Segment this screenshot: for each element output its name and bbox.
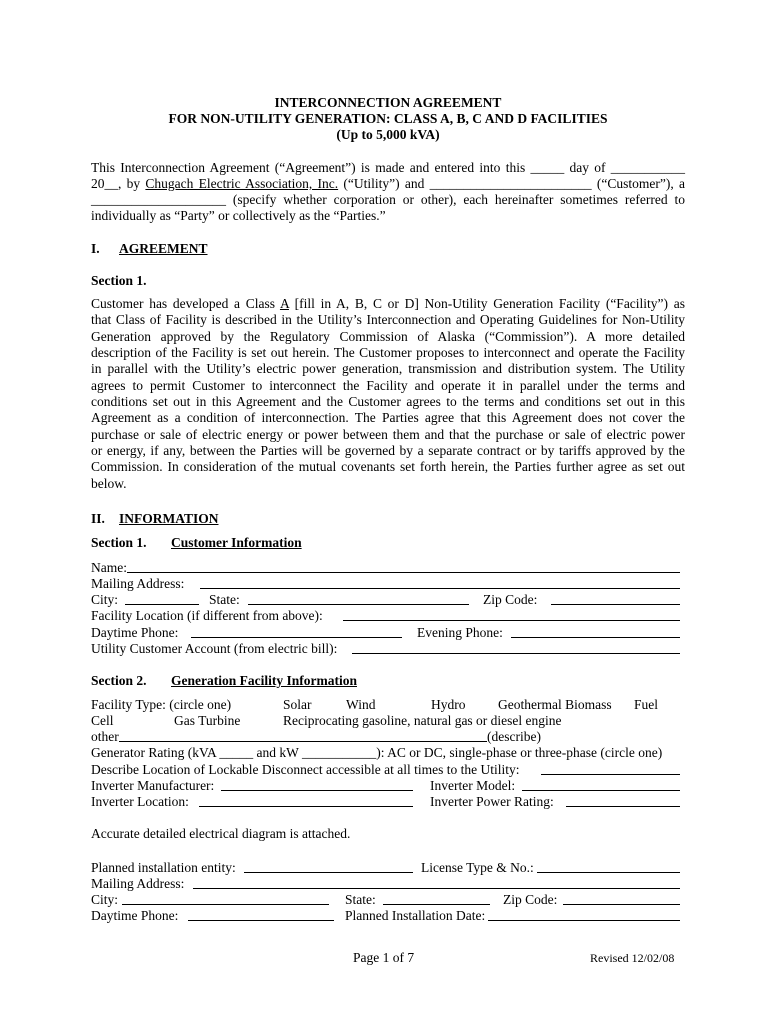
inverter-manufacturer-field[interactable]	[221, 790, 413, 791]
cust-city-field[interactable]	[125, 604, 199, 605]
section-ii-number: II.	[91, 511, 105, 526]
para1-line-3: Generation approved by the Regulatory Commission of Alaska (“Commission”). A more detailed	[91, 329, 685, 344]
para1-line-12: below.	[91, 476, 127, 491]
page-number: Page 1 of 7	[353, 950, 415, 965]
install-zip-label: Zip Code:	[503, 892, 558, 907]
intro-line-4: individually as “Party” or collectively as the “Parties.”	[91, 208, 386, 223]
describe-label: (describe)	[487, 729, 541, 744]
gen-section-label: Section 2.	[91, 673, 147, 688]
inverter-manufacturer-label: Inverter Manufacturer:	[91, 778, 215, 793]
install-state-field[interactable]	[383, 904, 490, 905]
install-city-field[interactable]	[122, 904, 329, 905]
option-cell[interactable]: Cell	[91, 713, 114, 728]
section-i-number: I.	[91, 241, 100, 256]
intro-line-1: This Interconnection Agreement (“Agreement”) is made and entered into this _____ day of ___________	[91, 160, 685, 175]
revision-date: Revised 12/02/08	[590, 951, 675, 965]
facility-class: A	[279, 296, 289, 311]
inverter-location-field[interactable]	[199, 806, 413, 807]
inverter-model-field[interactable]	[522, 790, 680, 791]
inverter-location-label: Inverter Location:	[91, 794, 189, 809]
cust-state-field[interactable]	[248, 604, 469, 605]
option-wind[interactable]: Wind	[346, 697, 376, 712]
install-mailing-field[interactable]	[193, 888, 680, 889]
cust-state-label: State:	[209, 592, 240, 607]
para1-line-7: conditions set out in this Agreement and the Customer agrees to the terms and conditions set out in this	[91, 394, 685, 409]
cust-zip-label: Zip Code:	[483, 592, 538, 607]
intro-line-2c: (“Utility”) and ________________________ (“Customer”), a	[338, 176, 686, 191]
cust-section-title: Customer Information	[171, 535, 302, 550]
cust-name-field[interactable]	[127, 572, 680, 573]
facility-location-label: Facility Location (if different from above):	[91, 608, 323, 623]
title-line-2: FOR NON-UTILITY GENERATION: CLASS A, B, C AND D FACILITIES	[168, 111, 608, 126]
cust-eve-phone-label: Evening Phone:	[417, 625, 503, 640]
cust-name-label: Name:	[91, 560, 127, 575]
para1-line-1c: [fill in A, B, C or D] Non-Utility Generation Facility (“Facility”) as	[288, 296, 685, 311]
para1-line-9: purchase or sale of electric energy or power between them and that the purchase or sale of electric power	[91, 427, 685, 442]
cust-city-label: City:	[91, 592, 119, 607]
inverter-model-label: Inverter Model:	[430, 778, 516, 793]
para1-line-8: Agreement as a condition of interconnection. The Parties agree that this Agreement does not cover the	[91, 410, 685, 425]
para1-line-1a: Customer has developed a Class	[91, 296, 280, 311]
option-reciprocating[interactable]: Reciprocating gasoline, natural gas or diesel engine	[283, 713, 562, 728]
install-mailing-label: Mailing Address:	[91, 876, 185, 891]
option-fuel[interactable]: Fuel	[634, 697, 659, 712]
install-entity-field[interactable]	[244, 872, 413, 873]
section-ii-title: INFORMATION	[119, 511, 219, 526]
intro-line-2a: 20__, by	[91, 176, 146, 191]
para1-line-2: that Class of Facility is described in the Utility’s Interconnection and Operating Guidelines for Non-Utility	[91, 312, 685, 327]
facility-type-label: Facility Type: (circle one)	[91, 697, 232, 712]
option-hydro[interactable]: Hydro	[431, 697, 466, 712]
disconnect-field[interactable]	[541, 774, 680, 775]
para1-line-4: description of the Facility is set out herein. The Customer proposes to interconnect and operate the Facility	[91, 345, 685, 360]
title-line-1: INTERCONNECTION AGREEMENT	[274, 95, 502, 110]
install-city-label: City:	[91, 892, 119, 907]
install-day-phone-label: Daytime Phone:	[91, 908, 179, 923]
cust-section-label: Section 1.	[91, 535, 147, 550]
cust-zip-field[interactable]	[551, 604, 680, 605]
diagram-statement: Accurate detailed electrical diagram is attached.	[91, 826, 351, 841]
install-entity-label: Planned installation entity:	[91, 860, 236, 875]
inverter-power-rating-label: Inverter Power Rating:	[430, 794, 554, 809]
generator-rating-line: Generator Rating (kVA _____ and kW ___________): AC or DC, single-phase or three-phase (circle one)	[91, 745, 663, 760]
intro-line-2	[91, 176, 685, 192]
utility-account-field[interactable]	[352, 653, 680, 654]
para1-line-11: Commission. In consideration of the mutual covenants set forth herein, the Parties further agree as set out	[91, 459, 685, 474]
utility-account-label: Utility Customer Account (from electric bill):	[91, 641, 338, 656]
option-solar[interactable]: Solar	[283, 697, 312, 712]
install-day-phone-field[interactable]	[188, 920, 334, 921]
other-field[interactable]	[119, 741, 487, 742]
facility-location-field[interactable]	[343, 620, 680, 621]
option-geothermal-biomass[interactable]: Geothermal Biomass	[498, 697, 612, 712]
install-date-field[interactable]	[488, 920, 680, 921]
intro-line-3: ____________________ (specify whether corporation or other), each hereinafter sometimes referred to	[91, 192, 685, 207]
para1-line-1	[91, 296, 685, 312]
utility-name: Chugach Electric Association, Inc.	[145, 176, 339, 191]
inverter-power-rating-field[interactable]	[566, 806, 680, 807]
section-i-title: AGREEMENT	[119, 241, 208, 256]
cust-mailing-label: Mailing Address:	[91, 576, 185, 591]
cust-mailing-field[interactable]	[200, 588, 680, 589]
title-line-3: (Up to 5,000 kVA)	[336, 127, 440, 142]
disconnect-label: Describe Location of Lockable Disconnect accessible at all times to the Utility:	[91, 762, 520, 777]
license-label: License Type & No.:	[421, 860, 534, 875]
other-label: other	[91, 729, 119, 744]
gen-section-title: Generation Facility Information	[171, 673, 357, 688]
para1-line-6: agrees to permit Customer to interconnect the Facility and operate it in parallel under the terms and	[91, 378, 685, 393]
para1-line-5: in parallel with the Utility’s electric power generation, transmission and distribution system. The Utility	[91, 361, 685, 376]
install-zip-field[interactable]	[563, 904, 680, 905]
license-field[interactable]	[537, 872, 680, 873]
cust-day-phone-field[interactable]	[191, 637, 402, 638]
install-date-label: Planned Installation Date:	[345, 908, 486, 923]
install-state-label: State:	[345, 892, 376, 907]
option-gas-turbine[interactable]: Gas Turbine	[174, 713, 241, 728]
para1-line-10: or energy, if any, between the Parties will be governed by a separate contract or by tariffs approved by the	[91, 443, 685, 458]
section-1-label: Section 1.	[91, 273, 147, 288]
cust-eve-phone-field[interactable]	[511, 637, 680, 638]
cust-day-phone-label: Daytime Phone:	[91, 625, 179, 640]
